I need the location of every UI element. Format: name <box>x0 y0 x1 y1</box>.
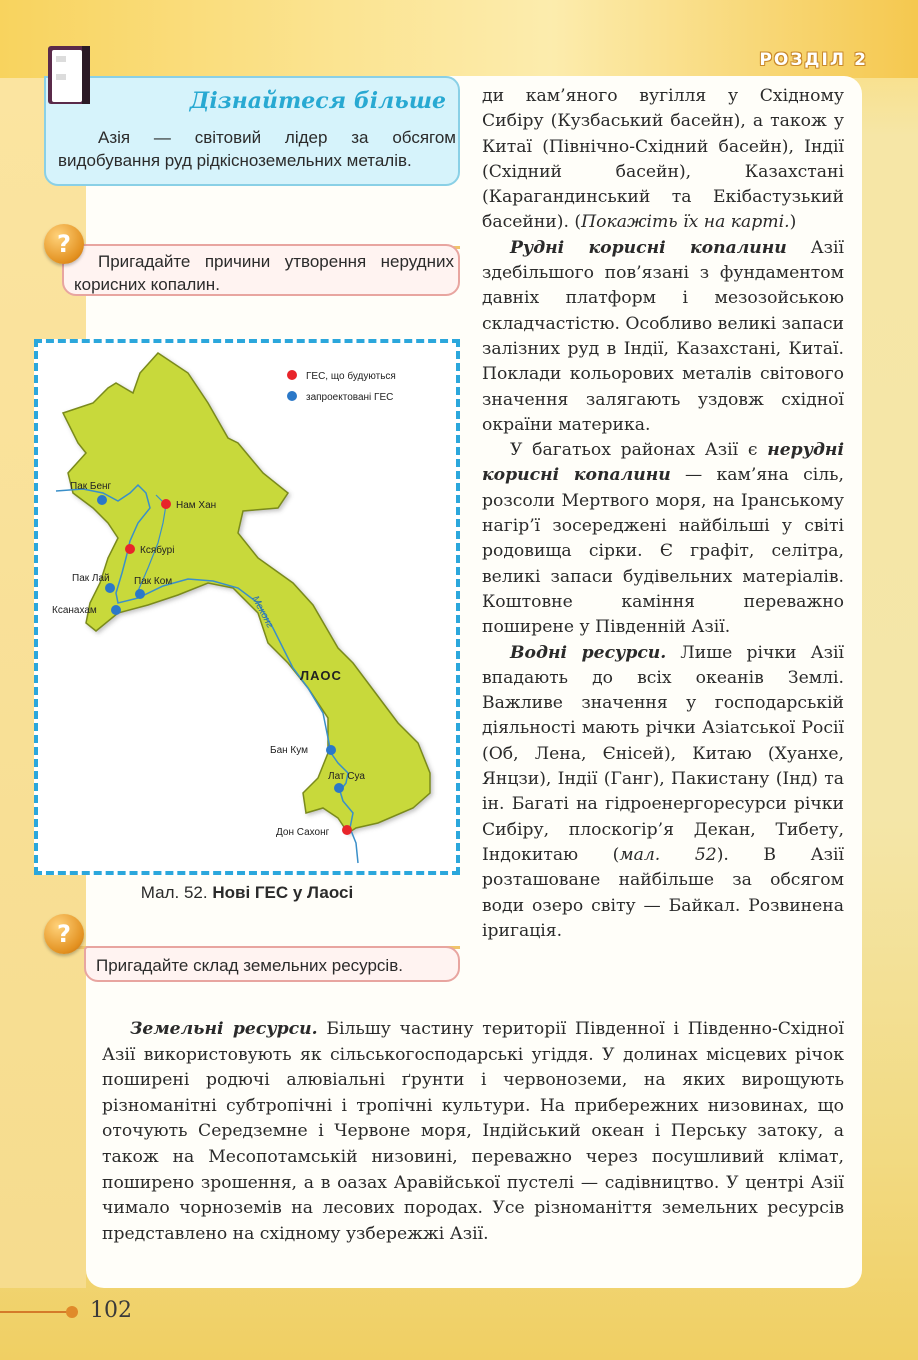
ksanakham-label: Ксанахам <box>52 605 97 616</box>
caption-prefix: Мал. 52. <box>140 883 213 902</box>
pak-beng-label: Пак Бенг <box>70 481 112 492</box>
paragraph-water <box>482 641 844 945</box>
question-mark-icon: ? <box>44 914 84 954</box>
question-1-text: Пригадайте причини утворення нерудних корисних копалин. <box>74 252 454 294</box>
ban-kum-label: Бан Кум <box>270 745 309 756</box>
legend-blue-marker <box>287 391 297 401</box>
chapter-number: 2 <box>854 50 866 70</box>
nam-khan-label: Нам Хан <box>176 500 217 511</box>
chapter-label: РОЗДІЛ <box>759 50 846 70</box>
question-2-box <box>84 946 460 982</box>
legend-red-marker <box>287 370 297 380</box>
term-nonmetallic: нерудні корисні копалини <box>482 440 844 486</box>
term-water: Водні ресурси. <box>510 642 667 663</box>
country-label: ЛАОС <box>300 668 342 683</box>
ban-kum-marker <box>326 745 336 755</box>
paragraph-ore <box>482 236 844 438</box>
paragraph-nonmetallic <box>482 438 844 640</box>
question-2-text: Пригадайте склад земельних ресурсів. <box>96 956 403 975</box>
page-number: 102 <box>90 1298 132 1323</box>
don-sakhong-marker <box>342 825 352 835</box>
right-column <box>482 84 844 944</box>
nam-khan-marker <box>161 499 171 509</box>
info-box <box>44 76 460 186</box>
pak-lai-label: Пак Лай <box>72 573 110 584</box>
paragraph-water-text: Лише річки Азії впадають до всіх океанів Землі. Важливе значення у господарській діяльності мають річки Азіатської Росії (Об, Лена, Єнісей), Китаю (Хуанхе, Янцзи), Індії (Ганг), Пакистану (Інд) та ін. Багаті на гідроенергоресурси річки Сибіру, плоскогір’я Декан, Тибету, Індокитаю ( <box>482 642 844 865</box>
map-caption <box>34 883 460 903</box>
caption-title: Нові ГЕС у Лаосі <box>212 883 354 902</box>
figure-reference: мал. 52 <box>619 844 717 865</box>
map-frame <box>34 339 460 875</box>
paragraph-coal <box>482 84 844 236</box>
paragraph-nonmetallic-start: У багатьох районах Азії є <box>510 440 768 461</box>
pak-kom-marker <box>135 589 145 599</box>
page-number-dot <box>66 1306 78 1318</box>
term-ore: Рудні корисні копалини <box>510 237 787 258</box>
legend-planned: запроектовані ГЕС <box>306 392 394 403</box>
info-box-title: Дізнайтеся більше <box>189 88 446 114</box>
info-box-text: Азія — світовий лідер за обсягом видобування руд рідкісноземельних металів. <box>58 128 456 170</box>
paragraph-coal-italic: Покажіть їх на карті. <box>581 212 790 233</box>
lat-sua-label: Лат Суа <box>328 771 365 782</box>
paragraph-nonmetallic-text: — кам’яна сіль, розсоли Мертвого моря, на Іранському нагір’ї зосереджені найбільші у світі родовища сірки. Є графіт, селітра, великі запаси будівельних матеріалів. Коштовне каміння переважно поширене у Південній Азії. <box>482 465 844 638</box>
binder-clip-icon <box>46 44 94 108</box>
question-mark-icon: ? <box>44 224 84 264</box>
pak-kom-label: Пак Ком <box>134 576 173 587</box>
pak-lai-marker <box>105 583 115 593</box>
river-label: Меконг <box>249 594 276 630</box>
ksanakham-marker <box>111 605 121 615</box>
legend-under-construction: ГЕС, що будуються <box>306 371 396 382</box>
page-number-line <box>0 1311 70 1313</box>
don-sakhong-label: Дон Сахонг <box>276 827 330 838</box>
ksyaburi-marker <box>125 544 135 554</box>
laos-territory <box>63 353 430 833</box>
term-land: Земельні ресурси. <box>130 1019 318 1039</box>
pak-beng-marker <box>97 495 107 505</box>
question-1-box <box>62 244 460 296</box>
ksyaburi-label: Ксябурі <box>140 545 175 556</box>
paragraph-land-text: Більшу частину території Південної і Південно-Східної Азії використовують як сільськогосподарські угіддя. У долинах місцевих річок поширені родючі алювіальні ґрунти і червоноземи, на яких вирощують різноманітні субтропічні і тропічні культури. На прибережних низовинах, що оточують Середземне і Червоне моря, Індійський океан і Перську затоку, а також на Месопотамській низовині, переважно через посушливий клімат, поширено зрошення, а в оазах Аравійської пустелі — садівництво. У центрі Азії чимало чорноземів на лесових породах. Усе різноманіття земельних ресурсів представлено на східному узбережжі Азії. <box>102 1019 844 1244</box>
paragraph-water-end: ). В Азії розташоване найбільше за обсягом води озеро світу — Байкал. Розвинена іригація. <box>482 844 844 941</box>
paragraph-land <box>102 1017 844 1247</box>
paragraph-coal-end: ) <box>789 212 797 233</box>
lat-sua-marker <box>334 783 344 793</box>
paragraph-ore-text: Азії здебільшого пов’язані з фундаментом давніх платформ і мезозойською складчастістю. Особливо великі запаси залізних руд в Індії, Казахстані, Китаї. Поклади кольорових металів світового значення залягають уздовж східної окраїни материка. <box>482 237 844 435</box>
paragraph-coal-text: ди кам’яного вугілля у Східному Сибіру (Кузбаський басейн), а також у Китаї (Північно-Східний басейн), Індії (Східний басейн), Казахстані (Карагандинський та Екібастузький басейни). ( <box>482 86 844 233</box>
laos-map <box>38 343 456 871</box>
